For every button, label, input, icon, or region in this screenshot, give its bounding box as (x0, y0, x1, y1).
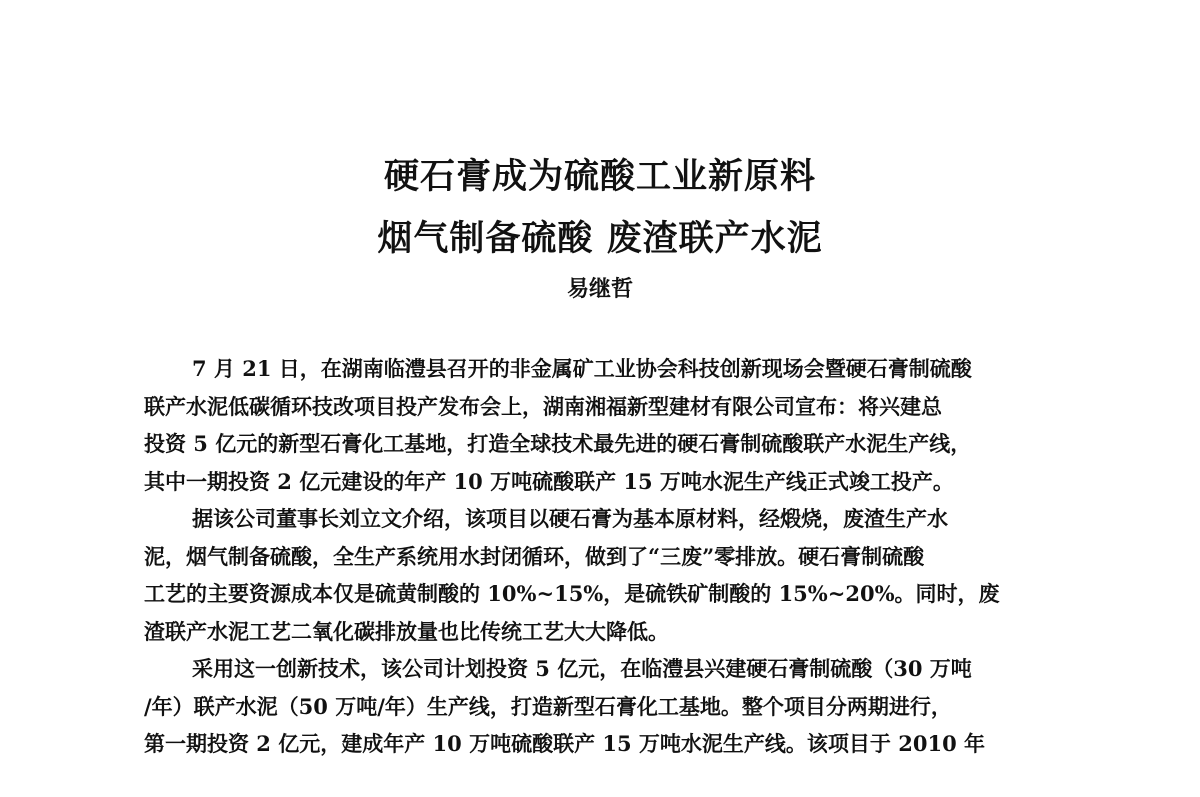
paragraph-line: 7 月 21 日，在湖南临澧县召开的非金属矿工业协会科技创新现场会暨硬石膏制硫酸 (192, 356, 972, 381)
article-title-line-2: 烟气制备硫酸 废渣联产水泥 (377, 219, 823, 259)
paragraph-line: 投资 5 亿元的新型石膏化工基地，打造全球技术最先进的硬石膏制硫酸联产水泥生产线， (144, 431, 972, 456)
paragraph-3 (144, 650, 1072, 763)
paragraph-line: 泥，烟气制备硫酸，全生产系统用水封闭循环，做到了“三废”零排放。硬石膏制硫酸 (144, 543, 925, 569)
article-title-line-1: 硬石膏成为硫酸工业新原料 (383, 157, 816, 197)
article-body (144, 350, 1072, 763)
paragraph-line: 第一期投资 2 亿元，建成年产 10 万吨硫酸联产 15 万吨水泥生产线。该项目于 2010 年 (144, 731, 985, 756)
paragraph-line: 据该公司董事长刘立文介绍，该项目以硬石膏为基本原材料，经煅烧，废渣生产水 (192, 506, 948, 531)
paragraph-line: /年）联产水泥（50 万吨/年）生产线，打造新型石膏化工基地。整个项目分两期进行， (144, 693, 952, 719)
paragraph-1 (144, 350, 1072, 500)
paragraph-line: 工艺的主要资源成本仅是硫黄制酸的 10%~15%，是硫铁矿制酸的 15%~20%。同时，废 (144, 581, 1000, 606)
article-author: 易继哲 (566, 277, 633, 302)
paragraph-line: 联产水泥低碳循环技改项目投产发布会上，湖南湘福新型建材有限公司宣布：将兴建总 (144, 393, 942, 419)
paragraph-2 (144, 500, 1072, 650)
paragraph-line: 采用这一创新技术，该公司计划投资 5 亿元，在临澧县兴建硬石膏制硫酸（30 万吨 (192, 656, 972, 681)
paragraph-line: 渣联产水泥工艺二氧化碳排放量也比传统工艺大大降低。 (144, 618, 669, 644)
paragraph-line: 其中一期投资 2 亿元建设的年产 10 万吨硫酸联产 15 万吨水泥生产线正式竣工投产。 (144, 468, 954, 494)
